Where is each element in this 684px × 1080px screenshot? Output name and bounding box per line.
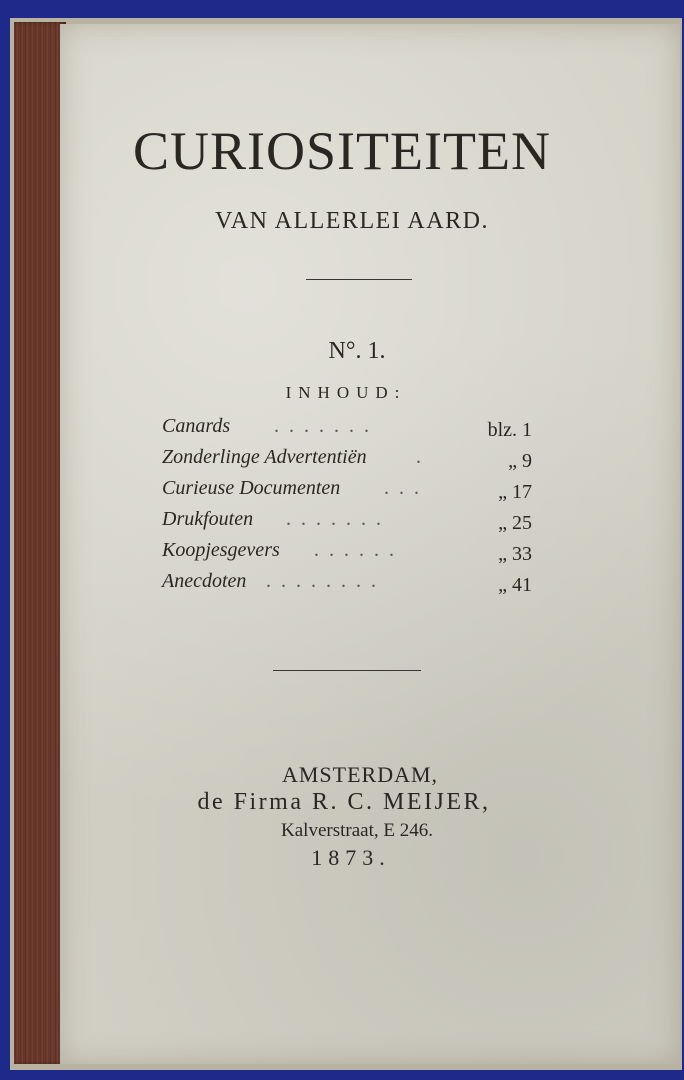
contents-heading: INHOUD: [285, 383, 407, 402]
leader-dots: ... [384, 477, 429, 499]
toc-entry-title: Koopjesgevers [162, 539, 280, 561]
imprint-year: 1873. [311, 845, 391, 870]
toc-entry-title: Curieuse Documenten [162, 477, 341, 499]
toc-entry-page: „ 33 [498, 543, 532, 565]
toc-entry-title: Zonderlinge Advertentiën [162, 446, 367, 468]
toc-entry [162, 415, 542, 446]
imprint-address: Kalverstraat, E 246. [281, 820, 433, 841]
toc-entry-page: „ 41 [498, 574, 532, 596]
toc-entry [162, 508, 542, 539]
cover-title: CURIOSITEITEN [133, 121, 551, 181]
leader-dots: . [416, 446, 431, 468]
toc-entry-title: Drukfouten [162, 508, 254, 530]
imprint-publisher: de Firma R. C. MEIJER, [197, 789, 491, 815]
leader-dots: ...... [314, 539, 404, 561]
divider-rule [273, 670, 421, 671]
table-of-contents [162, 415, 542, 601]
toc-entry-page: „ 17 [498, 481, 532, 503]
toc-entry-page: blz. 1 [487, 419, 532, 441]
divider-rule [306, 279, 412, 280]
leader-dots: ....... [286, 508, 391, 530]
toc-entry [162, 446, 542, 477]
toc-entry-title: Canards [162, 415, 231, 437]
toc-entry [162, 570, 542, 601]
issue-number: N°. 1. [328, 338, 386, 364]
toc-entry [162, 477, 542, 508]
leader-dots: ....... [274, 415, 379, 437]
leader-dots: ........ [266, 570, 386, 592]
toc-entry-page: „ 25 [498, 512, 532, 534]
toc-entry-title: Anecdoten [162, 570, 247, 592]
toc-entry [162, 539, 542, 570]
cover-subtitle: VAN ALLERLEI AARD. [215, 208, 489, 234]
toc-entry-page: „ 9 [508, 450, 532, 472]
imprint-city: AMSTERDAM, [281, 762, 439, 787]
